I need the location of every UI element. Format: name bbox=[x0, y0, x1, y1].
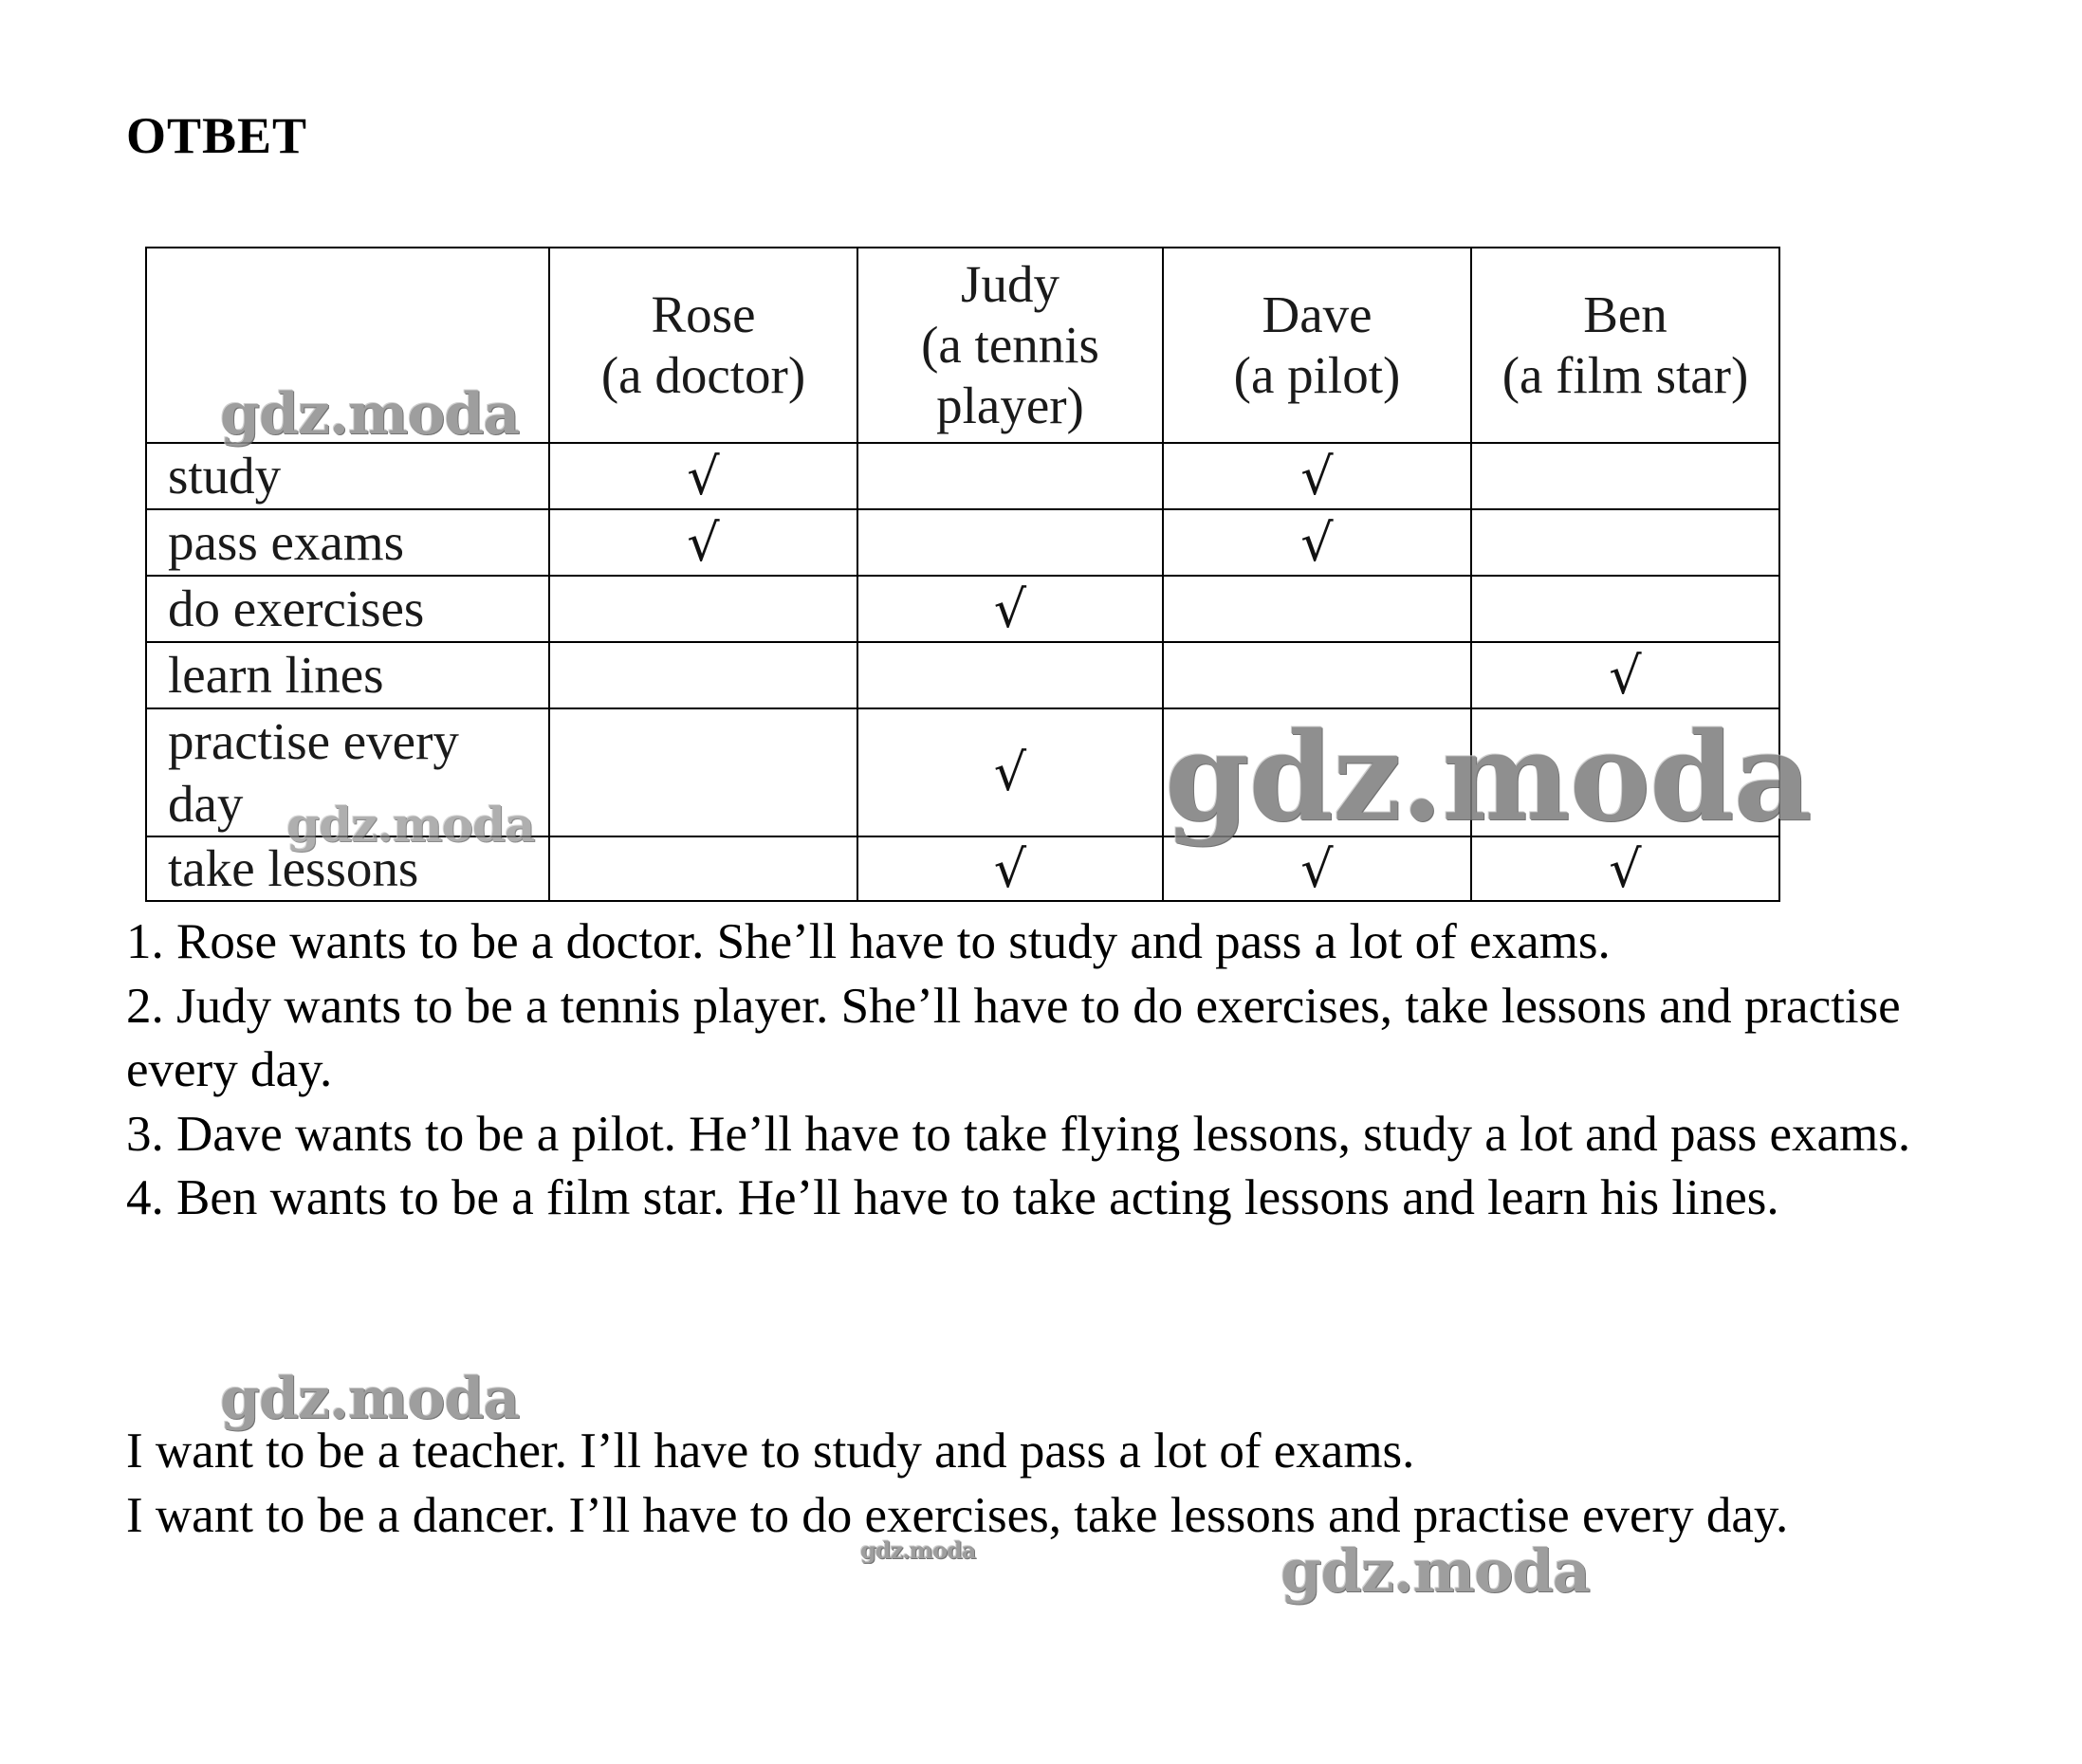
check-mark: √ bbox=[549, 443, 857, 509]
answer-4: 4. Ben wants to be a film star. He’ll have to take acting lessons and learn his lines. bbox=[126, 1170, 1779, 1225]
answer-1: 1. Rose wants to be a doctor. She’ll have to study and pass a lot of exams. bbox=[126, 914, 1611, 969]
answer-sentences bbox=[126, 910, 1985, 1231]
mark-cell bbox=[1471, 576, 1779, 642]
table-row bbox=[146, 443, 1779, 509]
column-header-rose: Rose (a doctor) bbox=[549, 248, 857, 443]
mark-cell bbox=[1471, 443, 1779, 509]
watermark: gdz.moda bbox=[1165, 707, 1812, 849]
mark-cell bbox=[857, 443, 1163, 509]
table-row bbox=[146, 708, 1779, 836]
column-header-ben: Ben (a film star) bbox=[1471, 248, 1779, 443]
column-header-judy: Judy (a tennis player) bbox=[857, 248, 1163, 443]
answer-3: 3. Dave wants to be a pilot. He’ll have to take flying lessons, study a lot and pass exams. bbox=[126, 1106, 1911, 1162]
table-row bbox=[146, 509, 1779, 576]
mark-cell bbox=[549, 642, 857, 708]
table-row bbox=[146, 642, 1779, 708]
check-mark: √ bbox=[1163, 443, 1471, 509]
check-mark: √ bbox=[857, 576, 1163, 642]
check-mark: √ bbox=[1471, 642, 1779, 708]
watermark: gdz.moda bbox=[1281, 1536, 1590, 1606]
mark-cell bbox=[549, 708, 857, 836]
check-mark: √ bbox=[857, 708, 1163, 836]
mark-cell bbox=[1471, 509, 1779, 576]
check-mark: √ bbox=[1471, 836, 1779, 901]
careers-table bbox=[145, 247, 1780, 902]
answer-2: 2. Judy wants to be a tennis player. She’ll have to do exercises, take lessons and practise every day. bbox=[126, 978, 1901, 1097]
table-row bbox=[146, 836, 1779, 901]
page-title: ОТВЕТ bbox=[126, 107, 308, 164]
watermark: gdz.moda bbox=[220, 381, 520, 448]
watermark: gdz.moda bbox=[220, 1366, 520, 1432]
own-answer-1: I want to be a teacher. I’ll have to study and pass a lot of exams. bbox=[126, 1424, 1415, 1479]
row-label: practise every day bbox=[146, 708, 549, 836]
mark-cell bbox=[549, 836, 857, 901]
own-answer-2: I want to be a dancer. I’ll have to do exercises, take lessons and practise every day. bbox=[126, 1487, 1789, 1543]
mark-cell bbox=[1163, 708, 1471, 836]
check-mark: √ bbox=[857, 836, 1163, 901]
watermark: gdz.moda bbox=[860, 1536, 976, 1564]
watermark: gdz.moda bbox=[286, 797, 535, 853]
column-header-dave: Dave (a pilot) bbox=[1163, 248, 1471, 443]
mark-cell bbox=[549, 576, 857, 642]
check-mark: √ bbox=[1163, 509, 1471, 576]
own-answer-sentences bbox=[126, 1420, 1985, 1548]
row-label: learn lines bbox=[146, 642, 549, 708]
row-label: take lessons bbox=[146, 836, 549, 901]
mark-cell bbox=[1163, 642, 1471, 708]
mark-cell bbox=[857, 642, 1163, 708]
row-label: study bbox=[146, 443, 549, 509]
mark-cell bbox=[1471, 708, 1779, 836]
table-row bbox=[146, 576, 1779, 642]
mark-cell bbox=[1163, 576, 1471, 642]
mark-cell bbox=[857, 509, 1163, 576]
row-label: do exercises bbox=[146, 576, 549, 642]
check-mark: √ bbox=[1163, 836, 1471, 901]
row-label: pass exams bbox=[146, 509, 549, 576]
header-row bbox=[146, 248, 1779, 443]
check-mark: √ bbox=[549, 509, 857, 576]
corner-cell bbox=[146, 248, 549, 443]
